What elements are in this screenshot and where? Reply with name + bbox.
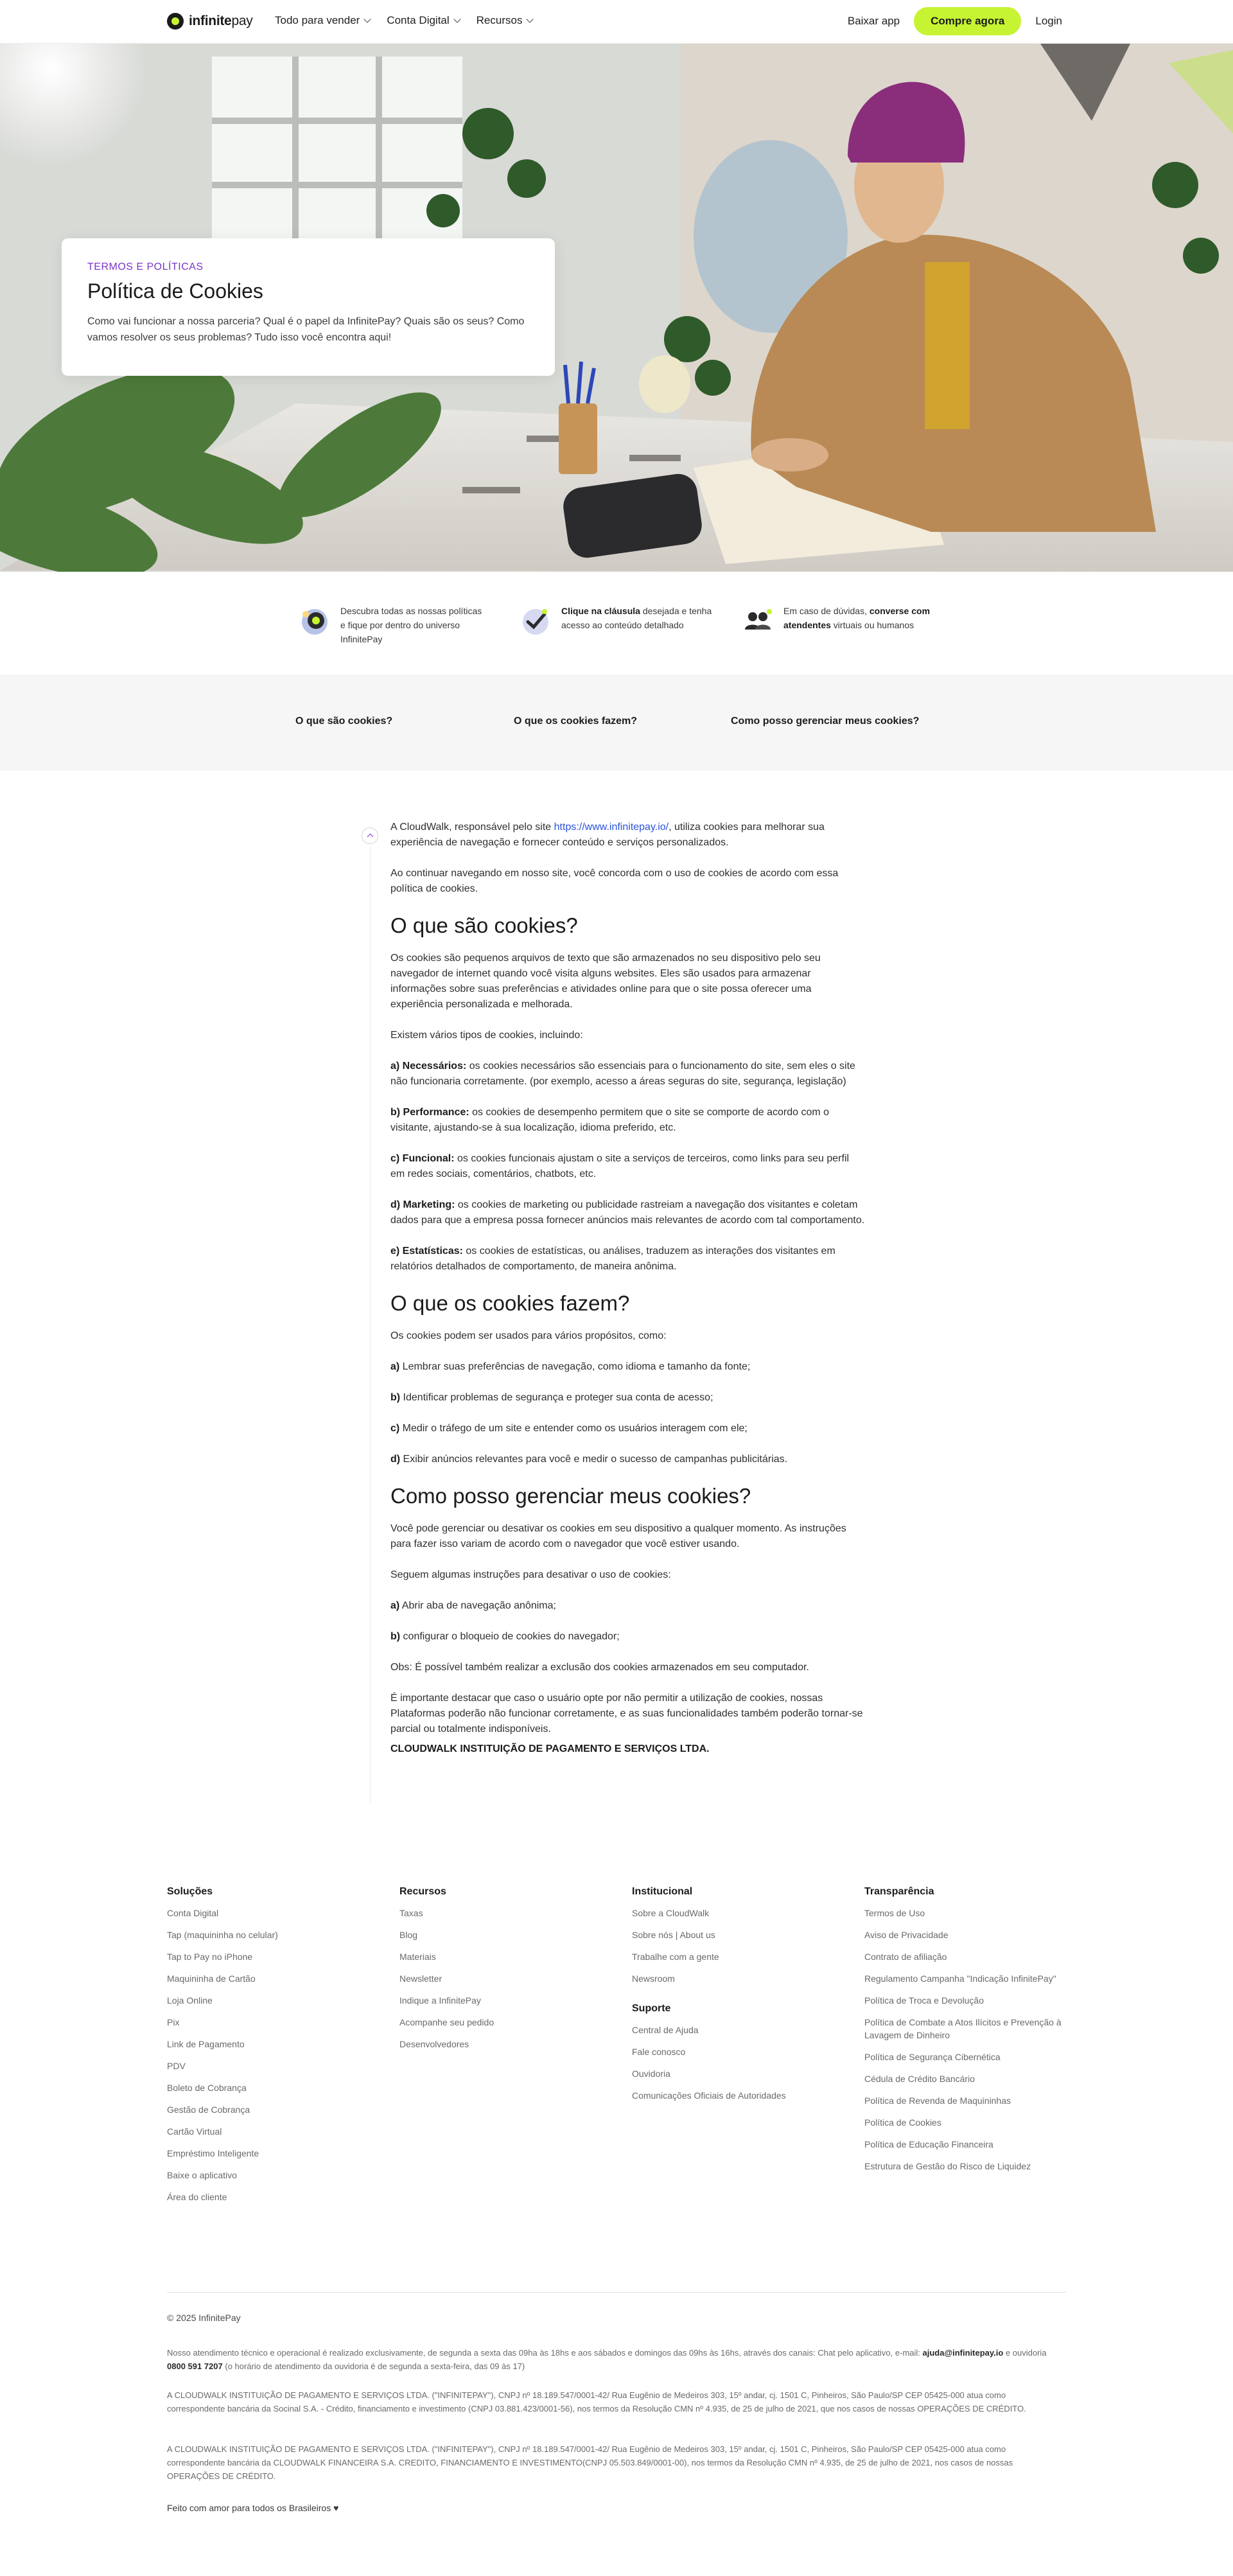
footer-link[interactable]: Maquininha de Cartão (167, 1973, 256, 1984)
footer-link[interactable]: Acompanhe seu pedido (399, 2017, 494, 2027)
legal-notice: A CLOUDWALK INSTITUIÇÃO DE PAGAMENTO E SERVIÇOS LTDA. ("INFINITEPAY"), CNPJ nº 18.189.547/0001-42/ Rua Eugênio de Medeiros 303, 15º andar, cj. 1501 C, Pinheiros, São Paulo/SP CEP 05425-000 atua como correspondente bancária da Socinal S.A. - Crédito, financiamento e investimento (CNPJ 03.881.423/0001-56), nos termos da Resolução CMN nº 4.935, de 25 de julho de 2021, que nos casos de nossas OPERAÇÕES DE CRÉDITO. (167, 2390, 1026, 2413)
paragraph: Existem vários tipos de cookies, incluindo: (390, 1030, 583, 1041)
footer-link[interactable]: Área do cliente (167, 2192, 227, 2202)
footer-divider (167, 2292, 1066, 2293)
footer-link[interactable]: Política de Troca e Devolução (864, 1995, 984, 2006)
feature-text: Em caso de dúvidas, converse com atendentes virtuais ou humanos (783, 606, 931, 630)
cookie-use-item: c) Medir o tráfego de um site e entender como os usuários interagem com ele; (390, 1423, 748, 1434)
section-title-manage: Como posso gerenciar meus cookies? (390, 1484, 751, 1508)
cookie-use-item: a) Lembrar suas preferências de navegação, como idioma e tamanho da fonte; (390, 1361, 751, 1372)
site-link[interactable]: https://www.infinitepay.io/ (554, 822, 669, 833)
people-icon (741, 604, 774, 637)
footer-link[interactable]: Termos de Uso (864, 1908, 925, 1918)
section-title-do: O que os cookies fazem? (390, 1291, 630, 1315)
tab-o-que-os-cookies-fazem[interactable]: O que os cookies fazem? (514, 716, 638, 727)
section-tabs (0, 675, 1233, 771)
footer-link[interactable]: Estrutura de Gestão do Risco de Liquidez (864, 2161, 1031, 2171)
feature-policies (298, 604, 488, 646)
footer-link[interactable]: Sobre a CloudWalk (632, 1908, 710, 1918)
footer-link[interactable]: Cartão Virtual (167, 2126, 222, 2137)
toc-rail (370, 845, 371, 1804)
footer-link[interactable]: Política de Educação Financeira (864, 2139, 993, 2149)
made-with-love: Feito com amor para todos os Brasileiros ♥ (167, 2503, 339, 2513)
policy-article (390, 820, 866, 1755)
footer-links (864, 1907, 1070, 2173)
footer-link[interactable]: Política de Combate a Atos Ilícitos e Prevenção à Lavagem de Dinheiro (864, 2017, 1062, 2040)
paragraph: Você pode gerenciar ou desativar os cookies em seu dispositivo a qualquer momento. As instruções para fazer isso variam de acordo com o navegador que você estiver usando. (390, 1523, 846, 1549)
hero-description: Como vai funcionar a nossa parceria? Qual é o papel da InfinitePay? Quais são os seus? Como vamos resolver os seus problemas? Tudo isso você encontra aqui! (87, 316, 525, 343)
step-item: b) configurar o bloqueio de cookies do navegador; (390, 1631, 620, 1642)
logo-mark-icon (167, 13, 184, 30)
step-item: a) Abrir aba de navegação anônima; (390, 1600, 556, 1611)
footer-link[interactable]: Blog (399, 1930, 418, 1940)
intro-paragraph: A CloudWalk, responsável pelo site https://www.infinitepay.io/, utiliza cookies para melhorar sua experiência de navegação e fornecer conteúdo e serviços personalizados. (390, 822, 825, 848)
footer-col-transparencia (864, 1886, 1070, 2182)
footer-link[interactable]: Materiais (399, 1952, 436, 1962)
footer-link[interactable]: Contrato de afiliação (864, 1952, 947, 1962)
service-hours: Nosso atendimento técnico e operacional é realizado exclusivamente, de segunda a sexta das 09ha às 18hs e aos sábados e domingos das 09hs às 16hs, através dos canais: Chat pelo aplicativo, e-mail: ajuda@infinitepay.io e ouvidoria 0800 591 7207 (o horário de atendimento da ouvidoria é de segunda a sexta-feira, das 09 às 17) (167, 2348, 1047, 2371)
hero-eyebrow: TERMOS E POLÍTICAS (87, 261, 204, 272)
feature-support (741, 604, 938, 637)
cookie-type-item: e) Estatísticas: os cookies de estatísticas, ou análises, traduzem as interações dos visitantes em relatórios detalhados de comportamento, de maneira anônima. (390, 1246, 835, 1272)
nav-todo-para-vender[interactable]: Todo para vender (275, 14, 370, 27)
login-link[interactable]: Login (1035, 15, 1062, 27)
footer-link[interactable]: Loja Online (167, 1995, 213, 2006)
footer-col-recursos (399, 1886, 494, 2060)
footer-link[interactable]: Gestão de Cobrança (167, 2104, 250, 2115)
copyright: © 2025 InfinitePay (167, 2313, 241, 2323)
chevron-down-icon (527, 15, 534, 22)
footer-heading: Recursos (399, 1886, 446, 1897)
ombudsman-phone[interactable]: 0800 591 7207 (167, 2361, 223, 2371)
footer-link[interactable]: Tap to Pay no iPhone (167, 1952, 253, 1962)
tab-o-que-sao-cookies[interactable]: O que são cookies? (295, 716, 393, 727)
footer-link[interactable]: Fale conosco (632, 2047, 686, 2057)
footer-link[interactable]: Tap (maquininha no celular) (167, 1930, 278, 1940)
footer-links (399, 1907, 494, 2051)
support-email[interactable]: ajuda@infinitepay.io (922, 2348, 1004, 2358)
footer-links (167, 1907, 278, 2203)
hero-banner (0, 44, 1233, 572)
tab-como-gerenciar-cookies[interactable]: Como posso gerenciar meus cookies? (731, 716, 920, 727)
paragraph: Seguem algumas instruções para desativar o uso de cookies: (390, 1569, 671, 1580)
nav-recursos[interactable]: Recursos (477, 14, 533, 27)
feature-clause (519, 604, 722, 637)
footer-link[interactable]: Cédula de Crédito Bancário (864, 2074, 975, 2084)
footer-link[interactable]: Política de Cookies (864, 2117, 941, 2128)
logo-text: infinitepay (189, 13, 253, 28)
heart-icon: ♥ (333, 2503, 339, 2513)
footer-links (632, 1907, 786, 1985)
footer-link[interactable]: Baixe o aplicativo (167, 2170, 237, 2180)
cookie-type-item: b) Performance: os cookies de desempenho permitem que o site se comporte de acordo com o visitante, ajustando-se à sua localização, idioma preferido, etc. (390, 1107, 830, 1133)
footer-link[interactable]: Política de Segurança Cibernética (864, 2052, 1001, 2062)
section-title-what: O que são cookies? (390, 913, 578, 937)
footer-link[interactable]: Comunicações Oficiais de Autoridades (632, 2090, 786, 2101)
footer-link[interactable]: Newsletter (399, 1973, 442, 1984)
header-actions (848, 7, 1062, 35)
footer-col-institucional (632, 1886, 786, 2111)
footer-link[interactable]: PDV (167, 2061, 186, 2071)
footer-link[interactable]: Regulamento Campanha "Indicação InfinitePay" (864, 1973, 1056, 1984)
footer-heading: Transparência (864, 1886, 934, 1897)
legal-notice: A CLOUDWALK INSTITUIÇÃO DE PAGAMENTO E SERVIÇOS LTDA. ("INFINITEPAY"), CNPJ nº 18.189.547/0001-42/ Rua Eugênio de Medeiros 303, 15º andar, cj. 1501 C, Pinheiros, São Paulo/SP CEP 05425-000 atua como correspondente bancária da CLOUDWALK FINANCEIRA S.A. CREDITO, FINANCIAMENTO E INVESTIMENTO(CNPJ 05.503.849/0001-00), nos termos da Resolução CMN nº 4.935, de 25 de julho de 2021, nos casos de nossas OPERAÇÕES DE CRÉDITO. (167, 2444, 1013, 2481)
paragraph: Os cookies são pequenos arquivos de texto que são armazenados no seu dispositivo pelo seu navegador de internet quando você visita alguns websites. Eles são usados para armazenar informações sobre suas preferências e atividades online para que o site possa oferecer uma experiência personalizada e melhorada. (390, 953, 821, 1010)
footer-heading: Soluções (167, 1886, 213, 1897)
footer-link[interactable]: Política de Revenda de Maquininhas (864, 2095, 1011, 2106)
paragraph: Obs: É possível também realizar a exclusão dos cookies armazenados em seu computador. (390, 1662, 809, 1673)
footer-link[interactable]: Boleto de Cobrança (167, 2083, 247, 2093)
footer-heading: Suporte (632, 2003, 671, 2014)
footer-link[interactable]: Indique a InfinitePay (399, 1995, 481, 2006)
main-nav (275, 14, 532, 27)
hero-card (62, 238, 555, 376)
footer-link[interactable]: Aviso de Privacidade (864, 1930, 949, 1940)
chevron-down-icon (364, 15, 371, 22)
infinitepay-logo[interactable] (167, 13, 252, 30)
feature-text: Clique na cláusula desejada e tenha acesso ao conteúdo detalhado (561, 606, 712, 630)
footer-link[interactable]: Taxas (399, 1908, 423, 1918)
footer-link[interactable]: Central de Ajuda (632, 2025, 699, 2035)
paragraph: É importante destacar que caso o usuário opte por não permitir a utilização de cookies, nossas Plataformas poderão não funcionar corretamente, e as suas funcionalidades também poderão tornar-se parcial ou totalmente indisponíveis. (390, 1693, 863, 1734)
company-name: CLOUDWALK INSTITUIÇÃO DE PAGAMENTO E SERVIÇOS LTDA. (390, 1743, 710, 1754)
features-strip (0, 591, 1233, 642)
cookie-type-item: a) Necessários: os cookies necessários são essenciais para o funcionamento do site, sem eles o site não funcionaria corretamente. (por exemplo, acesso a áreas seguras do site, segurança, legislação) (390, 1061, 855, 1087)
footer-link[interactable]: Sobre nós | About us (632, 1930, 715, 1940)
scroll-top-icon[interactable] (362, 827, 378, 844)
paragraph: Os cookies podem ser usados para vários propósitos, como: (390, 1330, 667, 1341)
download-app-link[interactable]: Baixar app (847, 15, 900, 27)
footer-link[interactable]: Desenvolvedores (399, 2039, 469, 2049)
site-header (0, 0, 1233, 44)
footer-col-solucoes (167, 1886, 278, 2212)
cookie-use-item: b) Identificar problemas de segurança e proteger sua conta de acesso; (390, 1392, 713, 1403)
buy-now-button[interactable]: Compre agora (914, 7, 1021, 35)
page-title: Política de Cookies (87, 279, 263, 303)
cookie-type-item: d) Marketing: os cookies de marketing ou publicidade rastreiam a navegação dos visitantes e coletam dados para que a empresa possa fornecer anúncios mais relevantes de acordo com tal comportamento. (390, 1199, 865, 1226)
footer-links (632, 2024, 786, 2102)
footer-link[interactable]: Pix (167, 2017, 180, 2027)
footer-link[interactable]: Trabalhe com a gente (632, 1952, 719, 1962)
intro-paragraph: Ao continuar navegando em nosso site, você concorda com o uso de cookies de acordo com essa política de cookies. (390, 868, 839, 894)
chevron-down-icon (453, 15, 460, 22)
cookie-type-item: c) Funcional: os cookies funcionais ajustam o site a serviços de terceiros, como links para seu perfil em redes sociais, comentários, chatbots, etc. (390, 1153, 850, 1179)
footer-link[interactable]: Empréstimo Inteligente (167, 2148, 259, 2158)
footer-link[interactable]: Conta Digital (167, 1908, 219, 1918)
footer-link[interactable]: Link de Pagamento (167, 2039, 245, 2049)
check-shield-icon (519, 604, 552, 637)
globe-icon (298, 604, 331, 637)
footer-heading: Institucional (632, 1886, 693, 1897)
feature-text: Descubra todas as nossas políticas e fique por dentro do universo InfinitePay (340, 606, 482, 644)
cookie-use-item: d) Exibir anúncios relevantes para você e medir o sucesso de campanhas publicitárias. (390, 1454, 788, 1465)
footer-link[interactable]: Newsroom (632, 1973, 675, 1984)
footer-link[interactable]: Ouvidoria (632, 2069, 670, 2079)
nav-conta-digital[interactable]: Conta Digital (387, 14, 459, 27)
